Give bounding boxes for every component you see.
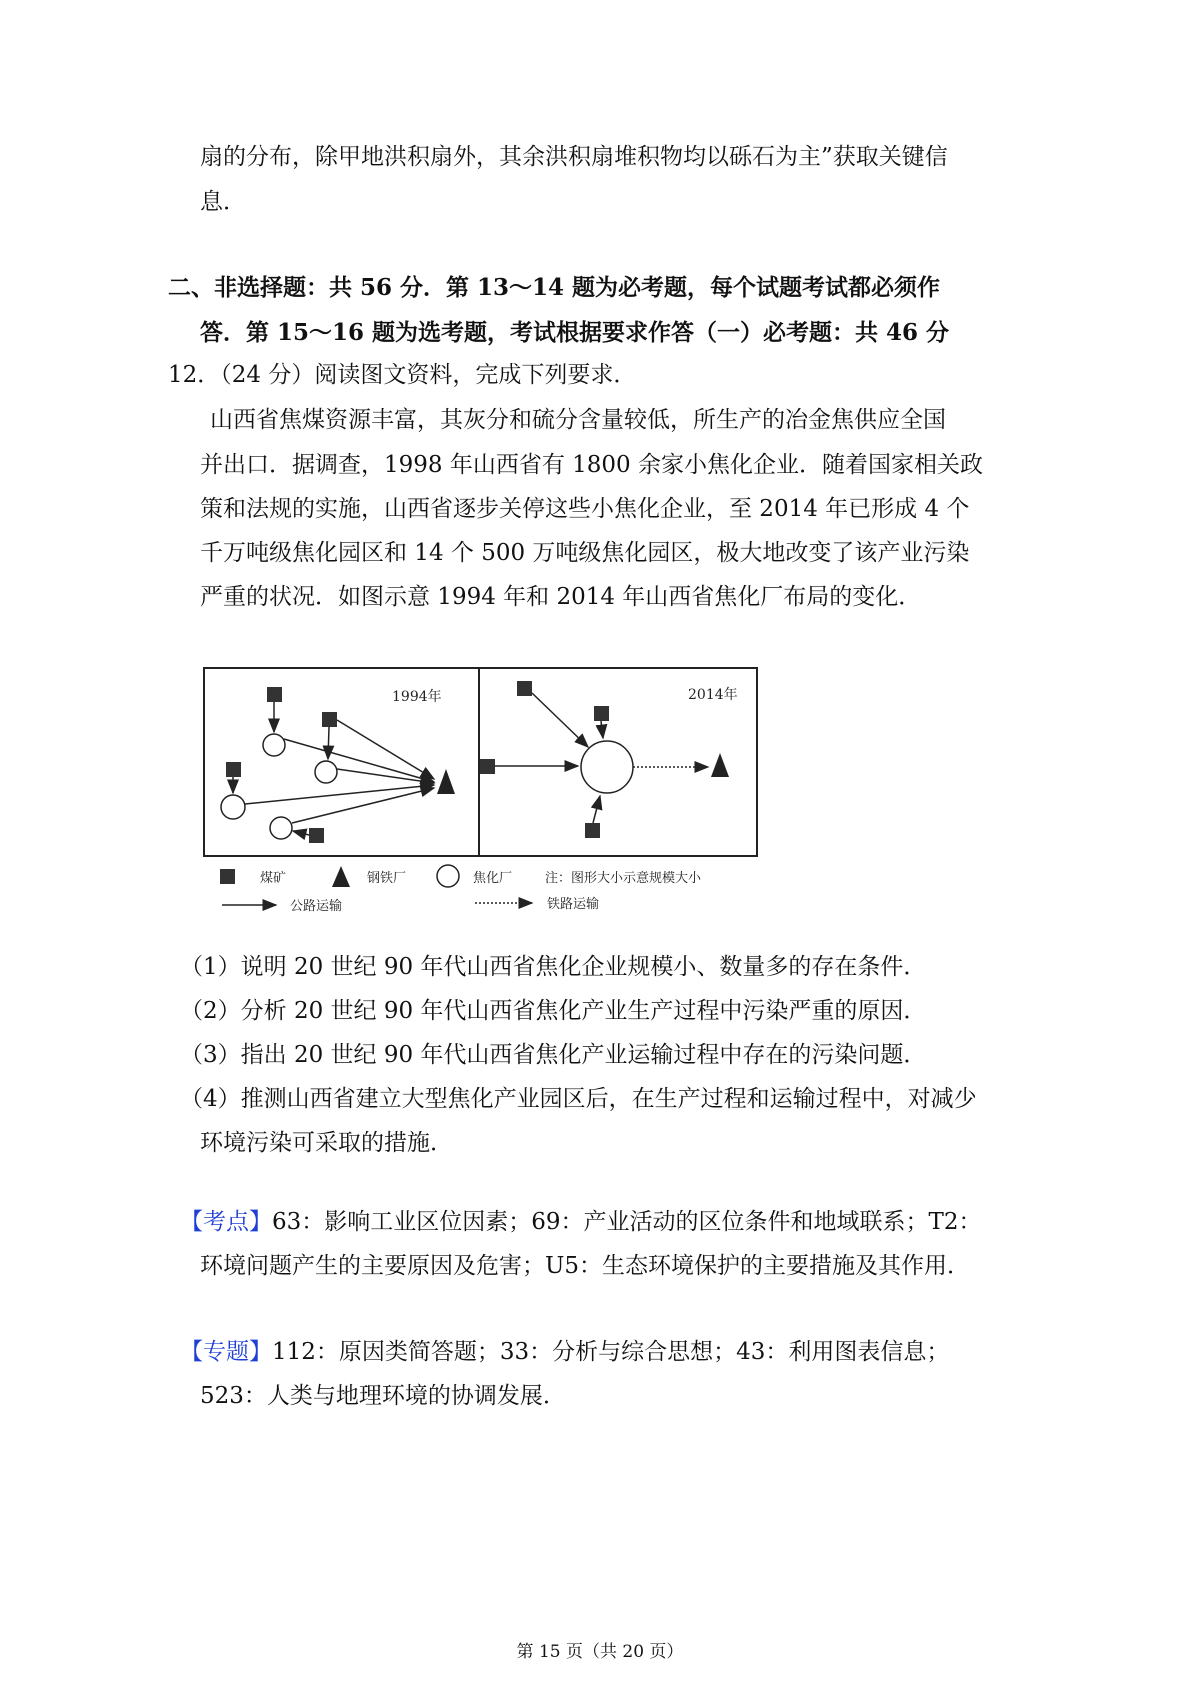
legend-coal-mine-label: 煤矿	[260, 871, 287, 886]
kaodian-tag: 【考点】	[180, 1209, 272, 1235]
question-stem: 12．（24 分）阅读图文资料，完成下列要求．	[168, 362, 637, 388]
road-arrow-1994	[337, 769, 434, 783]
zhuanti-line-1	[180, 1337, 949, 1367]
coking-plant-layout-figure	[180, 665, 800, 935]
road-arrow-2014	[532, 693, 588, 747]
legend-coking-plant-symbol	[437, 865, 459, 887]
section-heading-line-2: 答．第 15～16 题为选考题，考试根据要求作答（一）必考题：共 46 分	[200, 319, 950, 346]
road-arrow-1994	[292, 788, 434, 823]
sub-question-2: （2）分析 20 世纪 90 年代山西省焦化产业生产过程中污染严重的原因．	[180, 998, 927, 1024]
legend-note: 注：图形大小示意规模大小	[545, 871, 702, 886]
passage-line-2: 并出口．据调查，1998 年山西省有 1800 余家小焦化企业．随着国家相关政	[200, 452, 983, 478]
sub-question-3: （3）指出 20 世纪 90 年代山西省焦化产业运输过程中存在的污染问题．	[180, 1042, 927, 1068]
road-arrow-1994	[328, 727, 329, 759]
legend-road-label: 公路运输	[290, 899, 343, 914]
coal-mine-2014-a	[517, 681, 532, 696]
coking-plant-2014	[581, 741, 633, 793]
legend-coking-plant-label: 焦化厂	[473, 871, 513, 886]
panel-2014-label: 2014年	[688, 687, 738, 703]
road-arrow-1994	[337, 720, 434, 779]
sub-question-4: （4）推测山西省建立大型焦化产业园区后，在生产过程和运输过程中，对减少	[180, 1086, 977, 1112]
coking-plant-1994-c	[221, 795, 245, 819]
continuation-line-2: 息．	[200, 189, 246, 215]
kaodian-line-1	[180, 1207, 982, 1237]
coking-plant-1994-d	[270, 817, 292, 839]
passage-line-1: 山西省焦煤资源丰富，其灰分和硫分含量较低，所生产的冶金焦供应全国	[210, 407, 946, 433]
figure-legend	[220, 865, 702, 914]
coal-mine-2014-b	[594, 706, 609, 721]
zhuanti-text-1: 112：原因类简答题；33：分析与综合思想；43：利用图表信息；	[272, 1339, 950, 1365]
coal-mine-1994-d	[309, 828, 324, 843]
sub-question-4-cont: 环境污染可采取的措施．	[200, 1130, 453, 1156]
zhuanti-line-2: 523：人类与地理环境的协调发展．	[200, 1383, 566, 1409]
sub-question-1: （1）说明 20 世纪 90 年代山西省焦化企业规模小、数量多的存在条件．	[180, 954, 927, 980]
page-footer: 第 15 页（共 20 页）	[516, 1642, 684, 1662]
steel-plant-1994	[437, 769, 455, 794]
passage-line-5: 严重的状况．如图示意 1994 年和 2014 年山西省焦化厂布局的变化．	[200, 584, 922, 610]
panel-1994-diagram	[221, 687, 455, 843]
legend-rail-label: 铁路运输	[547, 897, 600, 912]
kaodian-text-1: 63：影响工业区位因素；69：产业活动的区位条件和地域联系；T2：	[272, 1209, 982, 1235]
coal-mine-1994-a	[267, 687, 282, 702]
coal-mine-2014-c	[480, 759, 495, 774]
coal-mine-1994-c	[226, 762, 241, 777]
section-heading-line-1: 二、非选择题：共 56 分．第 13～14 题为必考题，每个试题考试都必须作	[168, 274, 941, 301]
passage-line-3: 策和法规的实施，山西省逐步关停这些小焦化企业，至 2014 年已形成 4 个	[200, 496, 970, 522]
coking-plant-1994-b	[315, 761, 337, 783]
kaodian-line-2: 环境问题产生的主要原因及危害；U5：生态环境保护的主要措施及其作用．	[200, 1253, 971, 1279]
road-arrow-1994	[293, 831, 309, 835]
continuation-line-1: 扇的分布，除甲地洪积扇外，其余洪积扇堆积物均以砾石为主”获取关键信	[200, 144, 948, 170]
panel-1994-label: 1994年	[392, 689, 442, 705]
legend-coal-mine-symbol	[220, 869, 235, 884]
zhuanti-tag: 【专题】	[180, 1339, 272, 1365]
legend-steel-plant-symbol	[332, 866, 350, 887]
passage-line-4: 千万吨级焦化园区和 14 个 500 万吨级焦化园区，极大地改变了该产业污染	[200, 540, 970, 566]
road-arrow-2014	[593, 796, 600, 823]
panel-2014-diagram	[480, 681, 729, 838]
road-arrow-1994	[284, 739, 434, 782]
legend-steel-plant-label: 钢铁厂	[367, 871, 407, 886]
road-arrow-2014	[601, 721, 603, 738]
coal-mine-2014-d	[585, 823, 600, 838]
coking-plant-1994-a	[263, 734, 285, 756]
coal-mine-1994-b	[322, 712, 337, 727]
steel-plant-2014	[711, 753, 729, 777]
